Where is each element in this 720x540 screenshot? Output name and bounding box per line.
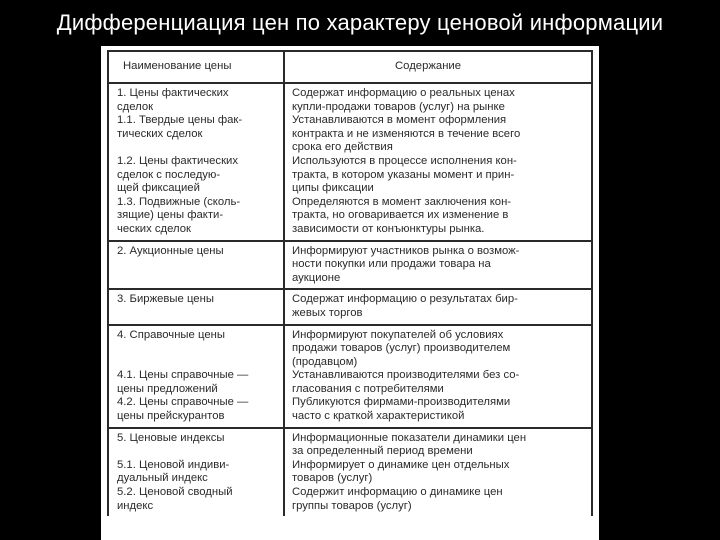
cell-line: Публикуются фирмами-производителями (292, 396, 511, 409)
price-name-cell (109, 429, 285, 517)
cell-line: за определенный период времени (292, 445, 473, 458)
cell-line: Информационные показатели динамики цен (292, 431, 527, 444)
price-content-cell (285, 242, 591, 289)
cell-line: щей фиксацией (117, 182, 200, 195)
cell-entry (117, 356, 279, 370)
cell-line: ческих сделок (117, 222, 191, 235)
cell-line: дуальный индекс (117, 472, 208, 485)
cell-line: ципы фиксации (292, 182, 374, 195)
price-name-cell (109, 242, 285, 289)
cell-line: Устанавливаются производителями без со- (292, 369, 520, 382)
cell-line: индекс (117, 499, 154, 512)
cell-entry (117, 114, 279, 141)
cell-line: Содержат информацию о результатах бир- (292, 293, 518, 306)
cell-line (117, 342, 279, 356)
cell-entry (292, 114, 587, 155)
cell-entry (117, 459, 279, 486)
cell-entry (117, 369, 279, 396)
cell-entry (117, 196, 279, 237)
cell-entry (292, 396, 587, 423)
cell-entry (292, 196, 587, 237)
cell-line: Информирует о динамике цен отдельных (292, 458, 510, 471)
price-name-cell (109, 84, 285, 240)
cell-line: 1.3. Подвижные (сколь- (117, 195, 241, 208)
price-name-cell (109, 290, 285, 323)
cell-line: ности покупки или продажи товара на (292, 258, 491, 271)
cell-entry (117, 141, 279, 155)
table-row (109, 242, 591, 291)
cell-line: группы товаров (услуг) (292, 499, 412, 512)
cell-entry (117, 486, 279, 513)
header-name-cell: Наименование цены (109, 52, 285, 82)
header-content-cell: Содержание (395, 60, 462, 72)
cell-line: зящие) цены факти- (117, 209, 224, 222)
price-table-image (101, 46, 599, 540)
cell-line: Устанавливаются в момент оформления (292, 114, 507, 127)
cell-line: зависимости от конъюнктуры рынка. (292, 222, 485, 235)
cell-line: Содержат информацию о реальных ценах (292, 87, 515, 99)
cell-line: Содержит информацию о динамике цен (292, 486, 503, 499)
cell-entry (117, 329, 279, 343)
cell-entry (117, 155, 279, 196)
cell-entry (117, 245, 279, 259)
cell-line: тических сделок (117, 127, 203, 140)
price-content-cell (285, 429, 591, 517)
cell-line: 4.1. Цены справочные — (117, 369, 249, 382)
cell-line: продажи товаров (услуг) производителем (292, 342, 511, 355)
price-name-cell (109, 326, 285, 427)
cell-line: 5.2. Ценовой сводный (117, 486, 233, 499)
cell-entry (292, 293, 587, 320)
cell-line: 1. Цены фактических (117, 87, 229, 99)
table-row (109, 290, 591, 325)
cell-line: 4. Справочные цены (117, 328, 225, 341)
cell-line: сделок (117, 100, 154, 113)
cell-line: аукционе (292, 271, 341, 284)
cell-entry (292, 155, 587, 196)
cell-entry (117, 445, 279, 459)
cell-line: 5. Ценовые индексы (117, 431, 225, 444)
cell-line (117, 141, 279, 155)
cell-entry (117, 396, 279, 423)
cell-entry (117, 342, 279, 356)
cell-entry (117, 432, 279, 446)
cell-line: Используются в процессе исполнения кон- (292, 154, 517, 167)
cell-line: цены прейскурантов (117, 410, 225, 423)
cell-line: сделок с последую- (117, 168, 221, 181)
cell-line: тракта, в котором указаны момент и прин- (292, 168, 515, 181)
cell-line (117, 445, 279, 459)
cell-line: жевых торгов (292, 306, 363, 319)
cell-line: цены предложений (117, 382, 218, 395)
cell-line: 5.1. Ценовой индиви- (117, 458, 230, 471)
cell-entry (292, 459, 587, 486)
cell-line: 2. Аукционные цены (117, 244, 224, 257)
cell-line: тракта, но оговаривается их изменение в (292, 209, 509, 222)
price-content-cell (285, 326, 591, 427)
cell-line (117, 356, 279, 370)
cell-line: 4.2. Цены справочные — (117, 396, 249, 409)
price-content-cell (285, 84, 591, 240)
cell-line: товаров (услуг) (292, 472, 373, 485)
cell-line: Информируют покупателей об условиях (292, 328, 504, 341)
cell-line: контракта и не изменяются в течение всего (292, 127, 521, 140)
price-table (107, 50, 593, 516)
cell-entry (292, 87, 587, 114)
table-header-row (109, 52, 591, 84)
cell-line: часто с краткой характеристикой (292, 410, 465, 423)
cell-line: срока его действия (292, 141, 393, 154)
cell-line: (продавцом) (292, 355, 358, 368)
cell-entry (292, 432, 587, 459)
price-content-cell (285, 290, 591, 323)
table-row (109, 429, 591, 517)
cell-entry (292, 369, 587, 396)
cell-line: 3. Биржевые цены (117, 293, 214, 306)
cell-line: Информируют участников рынка о возмож- (292, 244, 520, 257)
cell-entry (292, 486, 587, 513)
cell-line: Определяются в момент заключения кон- (292, 195, 512, 208)
cell-entry (292, 245, 587, 286)
cell-entry (292, 329, 587, 370)
cell-entry (117, 87, 279, 114)
cell-line: гласования с потребителями (292, 382, 444, 395)
cell-line: купли-продажи товаров (услуг) на рынке (292, 100, 505, 113)
cell-entry (117, 293, 279, 307)
slide-title: Дифференциация цен по характеру ценовой информации (56, 10, 664, 35)
table-row (109, 84, 591, 242)
cell-line: 1.1. Твердые цены фак- (117, 114, 243, 127)
cell-line: 1.2. Цены фактических (117, 154, 238, 167)
table-row (109, 326, 591, 429)
